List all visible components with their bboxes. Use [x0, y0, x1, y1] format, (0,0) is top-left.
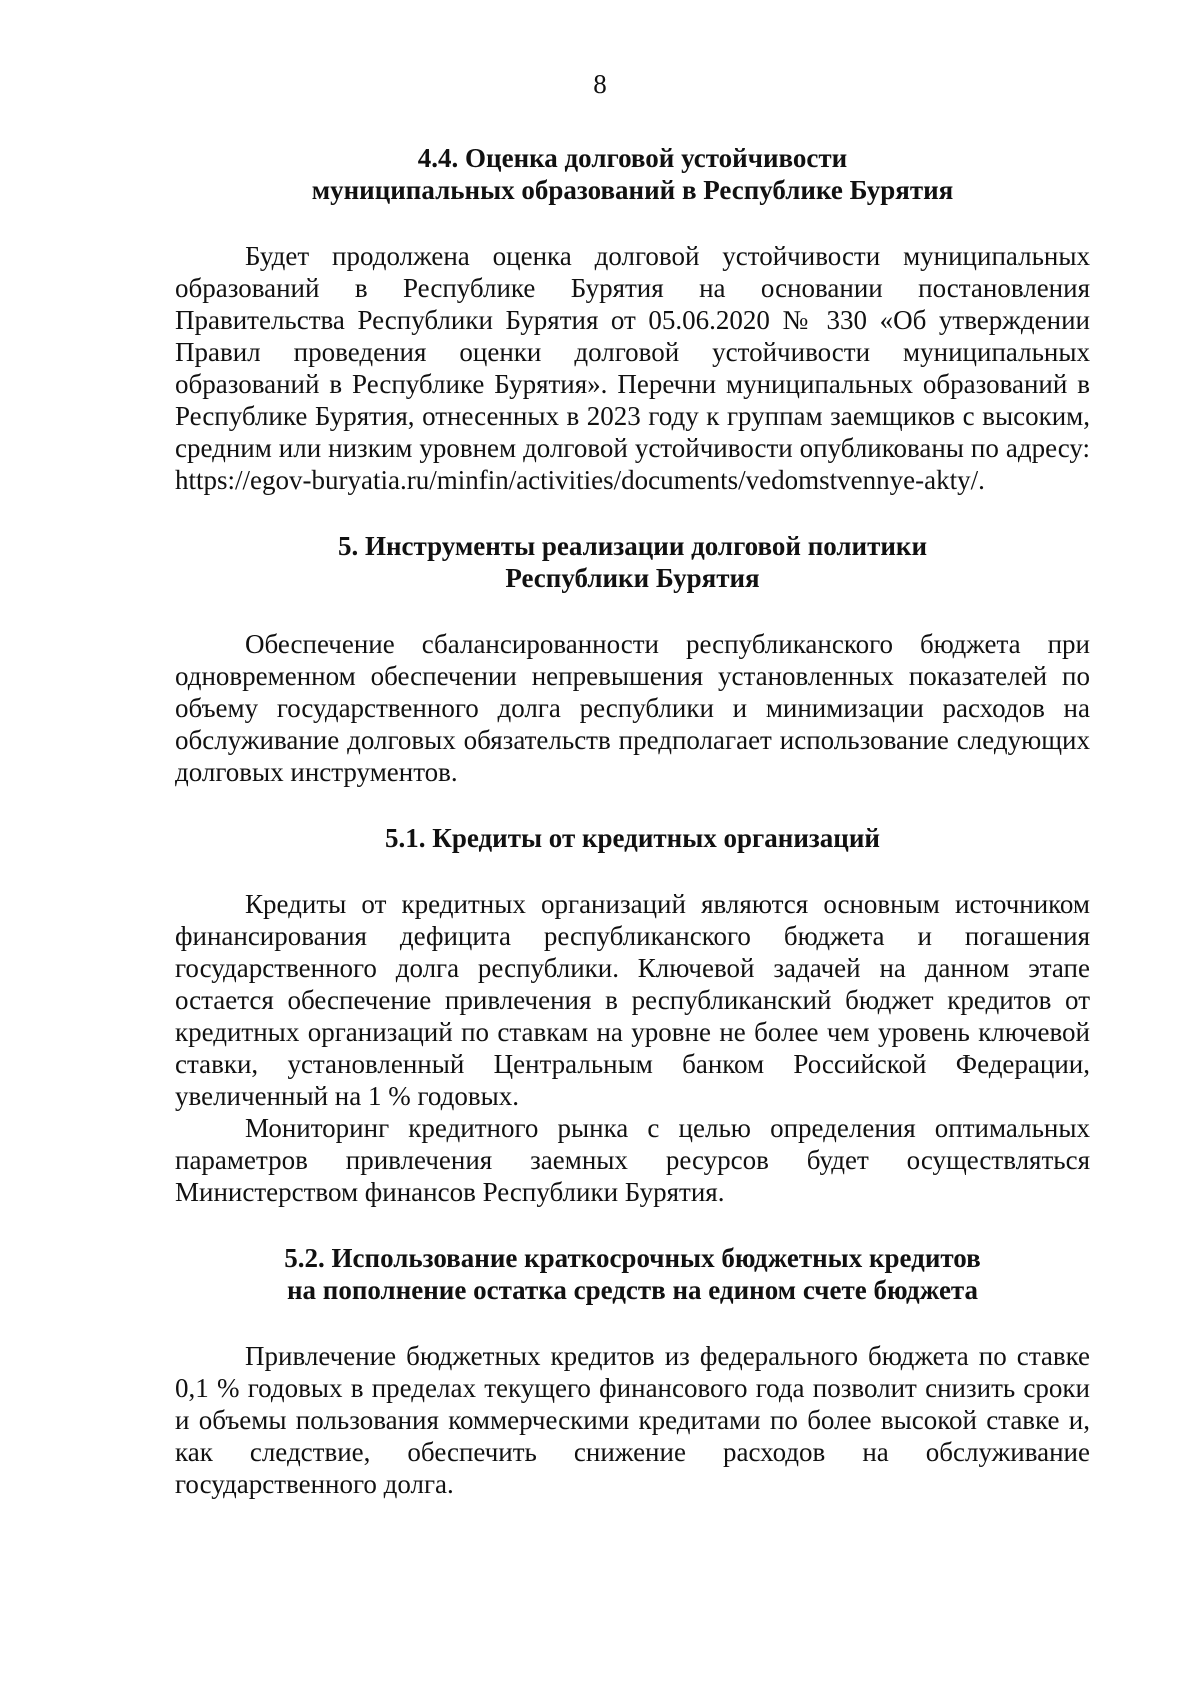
section-heading [175, 142, 1090, 206]
paragraph: Кредиты от кредитных организаций являются основным источником финансирования дефицита республиканского бюджета и погашения государственного долга республики. Ключевой задачей на данном этапе остается обеспечение привлечения в республиканский бюджет кредитов от кредитных организаций по ставкам на уровне не более чем уровень ключевой ставки, установленный Центральным банком Российской Федерации, увеличенный на 1 % годовых. [175, 889, 1090, 1111]
section-5-2 [175, 1242, 1090, 1500]
section-4-4 [175, 142, 1090, 496]
heading-line: 5. Инструменты реализации долговой политики [337, 531, 928, 561]
paragraph: Будет продолжена оценка долговой устойчивости муниципальных образований в Республике Бурятия на основании постановления Правительства Республики Бурятия от 05.06.2020 № 330 «Об утверждении Правил проведения оценки долговой устойчивости муниципальных образований в Республике Бурятия». Перечни муниципальных образований в Республике Бурятия, отнесенных в 2023 году к группам заемщиков с высоким, средним или низким уровнем долговой устойчивости опубликованы по адресу: https://egov-buryatia.ru/minfin/activities/documents/vedomstvennye-akty/. [175, 241, 1090, 495]
heading-line: на пополнение остатка средств на едином счете бюджета [286, 1275, 979, 1305]
paragraph: Мониторинг кредитного рынка с целью определения оптимальных параметров привлечения заемных ресурсов будет осуществляться Министерством финансов Республики Бурятия. [175, 1113, 1090, 1207]
heading-line: 5.1. Кредиты от кредитных организаций [385, 823, 880, 853]
heading-line: муниципальных образований в Республике Бурятия [311, 175, 954, 205]
page-number: 8 [593, 69, 607, 99]
section-5 [175, 530, 1090, 788]
heading-line: 4.4. Оценка долговой устойчивости [417, 143, 848, 173]
paragraph: Привлечение бюджетных кредитов из федерального бюджета по ставке 0,1 % годовых в пределах текущего финансового года позволит снизить сроки и объемы пользования коммерческими кредитами по более высокой ставке и, как следствие, обеспечить снижение расходов на обслуживание государственного долга. [175, 1341, 1090, 1499]
document-body [175, 142, 1090, 1500]
section-5-1 [175, 822, 1090, 1208]
section-heading [175, 822, 1090, 854]
heading-line: 5.2. Использование краткосрочных бюджетных кредитов [284, 1243, 981, 1273]
paragraph: Обеспечение сбалансированности республиканского бюджета при одновременном обеспечении непревышения установленных показателей по объему государственного долга республики и минимизации расходов на обслуживание долговых обязательств предполагает использование следующих долговых инструментов. [175, 629, 1090, 787]
section-heading [175, 1242, 1090, 1306]
heading-line: Республики Бурятия [505, 563, 760, 593]
section-heading [175, 530, 1090, 594]
